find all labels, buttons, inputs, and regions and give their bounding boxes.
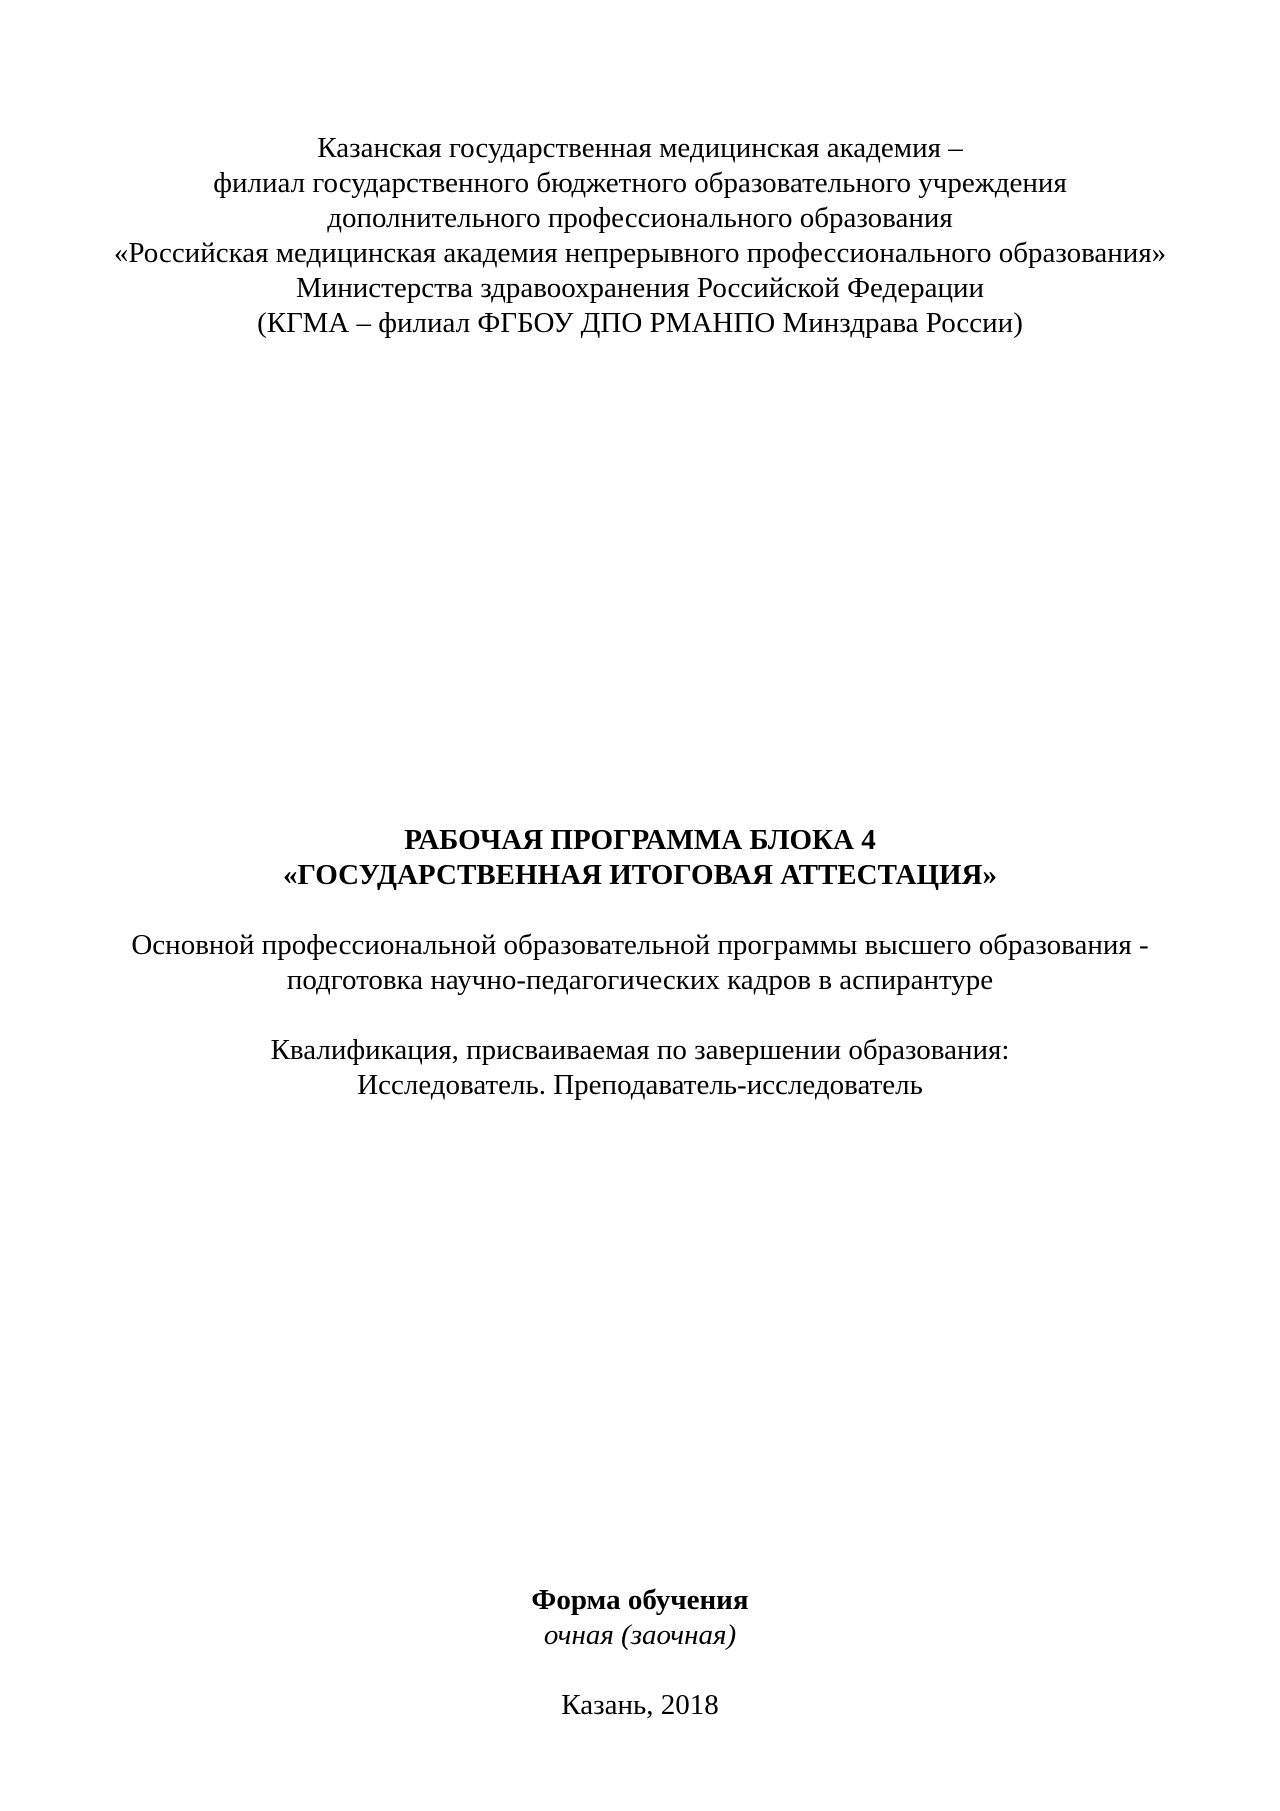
- header-line-5: Министерства здравоохранения Российской Федерации: [295, 272, 985, 304]
- program-line-1: Основной профессиональной образовательной программы высшего образования -: [131, 929, 1149, 961]
- header-line-1: Казанская государственная медицинская академия –: [317, 132, 963, 164]
- header-line-3: дополнительного профессионального образования: [327, 202, 953, 234]
- study-form-label: Форма обучения: [531, 1584, 749, 1616]
- study-form-value: очная (заочная): [543, 1619, 737, 1651]
- qualification-line-2: Исследователь. Преподаватель-исследователь: [357, 1069, 923, 1101]
- header-line-2: филиал государственного бюджетного образовательного учреждения: [213, 167, 1067, 199]
- title-line-2: «ГОСУДАРСТВЕННАЯ ИТОГОВАЯ АТТЕСТАЦИЯ»: [282, 859, 997, 891]
- header-line-6: (КГМА – филиал ФГБОУ ДПО РМАНПО Минздрава России): [257, 307, 1023, 339]
- city-year: Казань, 2018: [561, 1689, 719, 1721]
- title-line-1: РАБОЧАЯ ПРОГРАММА БЛОКА 4: [404, 824, 876, 856]
- header-line-4: «Российская медицинская академия непрерывного профессионального образования»: [113, 237, 1167, 269]
- qualification-line-1: Квалификация, присваиваемая по завершении образования:: [270, 1034, 1010, 1066]
- program-line-2: подготовка научно-педагогических кадров в аспирантуре: [286, 964, 994, 996]
